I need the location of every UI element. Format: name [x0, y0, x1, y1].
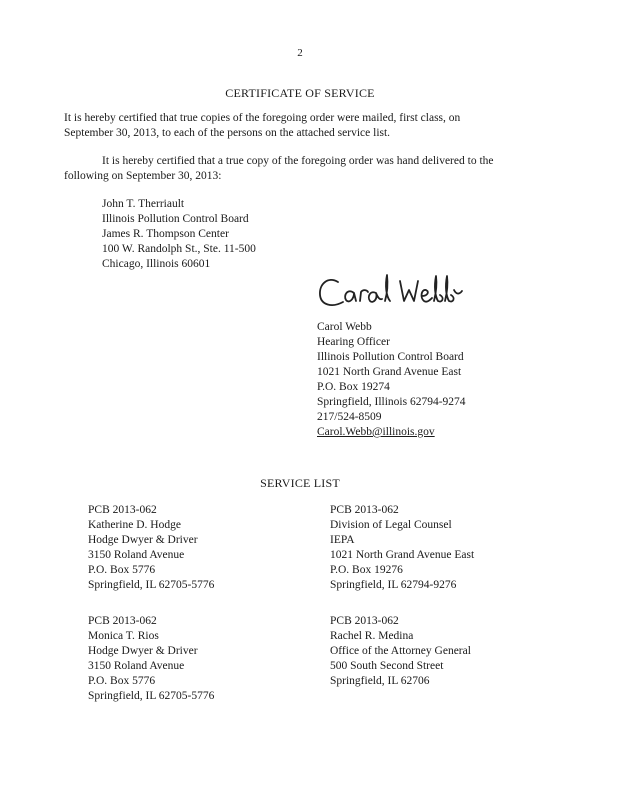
- hand-delivery-line: Chicago, Illinois 60601: [102, 258, 211, 270]
- page-number: 2: [297, 47, 303, 59]
- signer-org: Illinois Pollution Control Board: [317, 351, 464, 363]
- service-entry: [88, 614, 214, 704]
- paragraph-1-line-2: September 30, 2013, to each of the persons on the attached service list.: [64, 127, 391, 139]
- hand-delivery-line: James R. Thompson Center: [102, 228, 229, 240]
- service-entry: [88, 503, 214, 593]
- signer-city: Springfield, Illinois 62794-9274: [317, 396, 466, 408]
- signer-phone: 217/524-8509: [317, 411, 382, 423]
- entry-name: Monica T. Rios: [88, 630, 159, 642]
- entry-street: 3150 Roland Avenue: [88, 660, 185, 672]
- entry-case-number: PCB 2013-062: [88, 615, 157, 627]
- entry-case-number: PCB 2013-062: [330, 615, 399, 627]
- signer-title: Hearing Officer: [317, 336, 390, 348]
- entry-po-box: P.O. Box 19276: [330, 564, 403, 576]
- entry-city: Springfield, IL 62705-5776: [88, 579, 215, 591]
- entry-name: Rachel R. Medina: [330, 630, 414, 642]
- entry-street: 1021 North Grand Avenue East: [330, 549, 475, 561]
- hand-delivery-line: John T. Therriault: [102, 198, 185, 210]
- paragraph-2-line-2: following on September 30, 2013:: [64, 170, 222, 182]
- entry-name: Katherine D. Hodge: [88, 519, 181, 531]
- entry-city: Springfield, IL 62706: [330, 675, 430, 687]
- handwritten-signature: [316, 270, 466, 314]
- certificate-paragraph-1: [64, 111, 524, 141]
- entry-name: Division of Legal Counsel: [330, 519, 452, 531]
- entry-firm: Hodge Dwyer & Driver: [88, 645, 198, 657]
- entry-firm: Hodge Dwyer & Driver: [88, 534, 198, 546]
- hand-delivery-address: [102, 197, 256, 272]
- paragraph-1-line-1: It is hereby certified that true copies of the foregoing order were mailed, first class, on: [64, 112, 461, 124]
- entry-city: Springfield, IL 62705-5776: [88, 690, 215, 702]
- hand-delivery-line: 100 W. Randolph St., Ste. 11-500: [102, 243, 256, 255]
- certificate-paragraph-2: [64, 154, 534, 184]
- signer-email-link[interactable]: Carol.Webb@illinois.gov: [317, 426, 435, 438]
- entry-case-number: PCB 2013-062: [330, 504, 399, 516]
- entry-firm: Office of the Attorney General: [330, 645, 471, 657]
- service-list-title: SERVICE LIST: [260, 476, 340, 490]
- entry-city: Springfield, IL 62794-9276: [330, 579, 457, 591]
- entry-street: 500 South Second Street: [330, 660, 444, 672]
- entry-firm: IEPA: [330, 534, 355, 546]
- certificate-title: CERTIFICATE OF SERVICE: [225, 86, 375, 100]
- service-entry: [330, 503, 474, 593]
- signer-street: 1021 North Grand Avenue East: [317, 366, 462, 378]
- signer-name: Carol Webb: [317, 321, 372, 333]
- paragraph-2-line-1: It is hereby certified that a true copy of the foregoing order was hand delivered to the: [102, 155, 494, 167]
- service-entry: [330, 614, 471, 689]
- signer-po-box: P.O. Box 19274: [317, 381, 390, 393]
- entry-street: 3150 Roland Avenue: [88, 549, 185, 561]
- entry-po-box: P.O. Box 5776: [88, 564, 156, 576]
- entry-po-box: P.O. Box 5776: [88, 675, 156, 687]
- signer-block: [317, 320, 466, 440]
- entry-case-number: PCB 2013-062: [88, 504, 157, 516]
- hand-delivery-line: Illinois Pollution Control Board: [102, 213, 249, 225]
